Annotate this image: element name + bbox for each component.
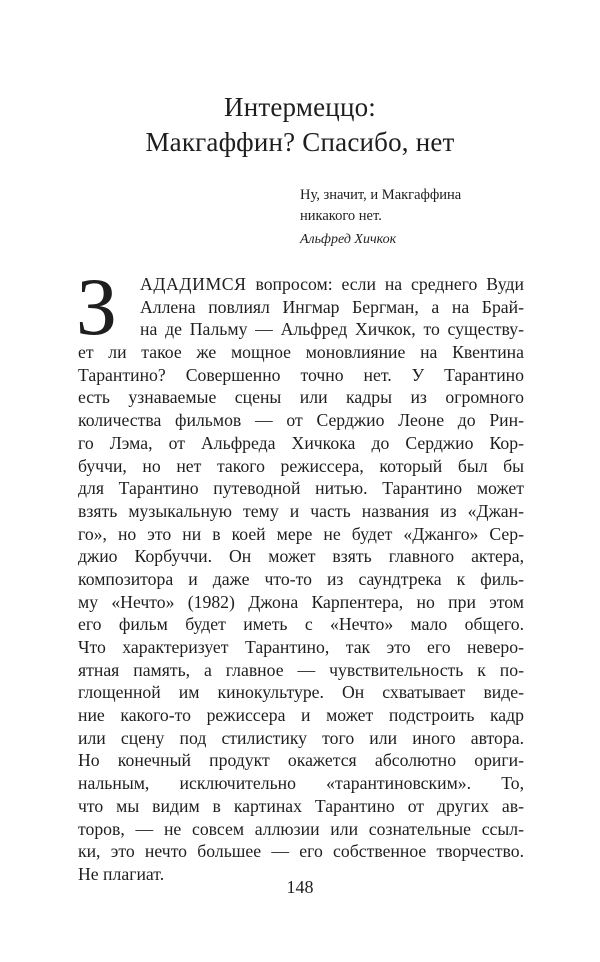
text-line: Но конечный продукт окажется абсолютно ориги- — [78, 750, 524, 771]
text-line: ки, это нечто большее — его собственное творчество. — [78, 841, 524, 862]
epigraph — [300, 185, 570, 250]
text-line: глощенной им кинокультуре. Он схватывает виде- — [78, 682, 524, 703]
text-line: для Тарантино путеводной нитью. Тарантино может — [78, 478, 524, 499]
text-line: Аллена повлиял Ингмар Бергман, а на Брай- — [140, 296, 524, 317]
text-line: ет ли такое же мощное моновлияние на Квентина — [78, 342, 524, 363]
text-line: композитора и даже что-то из саундтрека к филь- — [78, 568, 524, 589]
text-line: буччи, но нет такого режиссера, который был бы — [78, 455, 524, 476]
chapter-title — [0, 90, 600, 160]
text-line: джио Корбуччи. Он может взять главного актера, — [78, 546, 524, 567]
text-line: го», но это ни в коей мере не будет «Джанго» Сер- — [78, 523, 524, 544]
text-line: количества фильмов — от Серджио Леоне до Рин- — [78, 410, 524, 431]
text-line: Что характеризует Тарантино, так это его неверо- — [78, 637, 524, 657]
text-line: взять музыкальную тему и часть названия из «Джан- — [78, 500, 524, 521]
text-line: на де Пальму — Альфред Хичкок, то существу- — [140, 319, 524, 340]
text-line: или сцену под стилистику того или иного автора. — [78, 727, 524, 748]
text-line-segment: вопросом: если на среднего Вуди — [246, 274, 524, 294]
text-line: ние какого-то режиссера и может подстроить кадр — [78, 705, 524, 726]
text-line — [78, 273, 524, 296]
text-line: Не плагиат. — [78, 863, 165, 884]
text-line: нальным, исключительно «тарантиновским». То, — [78, 773, 524, 794]
text-line: торов, — не совсем аллюзии или сознательные ссыл- — [78, 818, 524, 839]
lead-word: АДАДИМСЯ — [140, 274, 247, 294]
epigraph-author: Альфред Хичкок — [300, 232, 397, 247]
chapter-title-line-2: Макгаффин? Спасибо, нет — [145, 127, 455, 157]
drop-cap: З — [76, 261, 118, 352]
text-line: что мы видим в картинах Тарантино от других ав- — [78, 795, 524, 816]
text-line: го Лэма, от Альфреда Хичкока до Серджио Кор- — [78, 432, 524, 453]
text-line: есть узнаваемые сцены или кадры из огромного — [78, 387, 524, 408]
body-paragraph — [76, 261, 524, 886]
text-line: му «Нечто» (1982) Джона Карпентера, но при этом — [78, 591, 524, 612]
text-line: Тарантино? Совершенно точно нет. У Тарантино — [78, 364, 524, 385]
epigraph-quote-line-1: Ну, значит, и Макгаффина — [300, 187, 462, 203]
epigraph-quote-line-2: никакого нет. — [300, 208, 382, 224]
page-number: 148 — [286, 877, 314, 897]
text-line: ятная память, а главное — чувствительность к по- — [78, 659, 524, 680]
text-line: его фильм будет иметь с «Нечто» мало общего. — [78, 614, 524, 635]
chapter-title-line-1: Интермеццо: — [224, 92, 376, 122]
